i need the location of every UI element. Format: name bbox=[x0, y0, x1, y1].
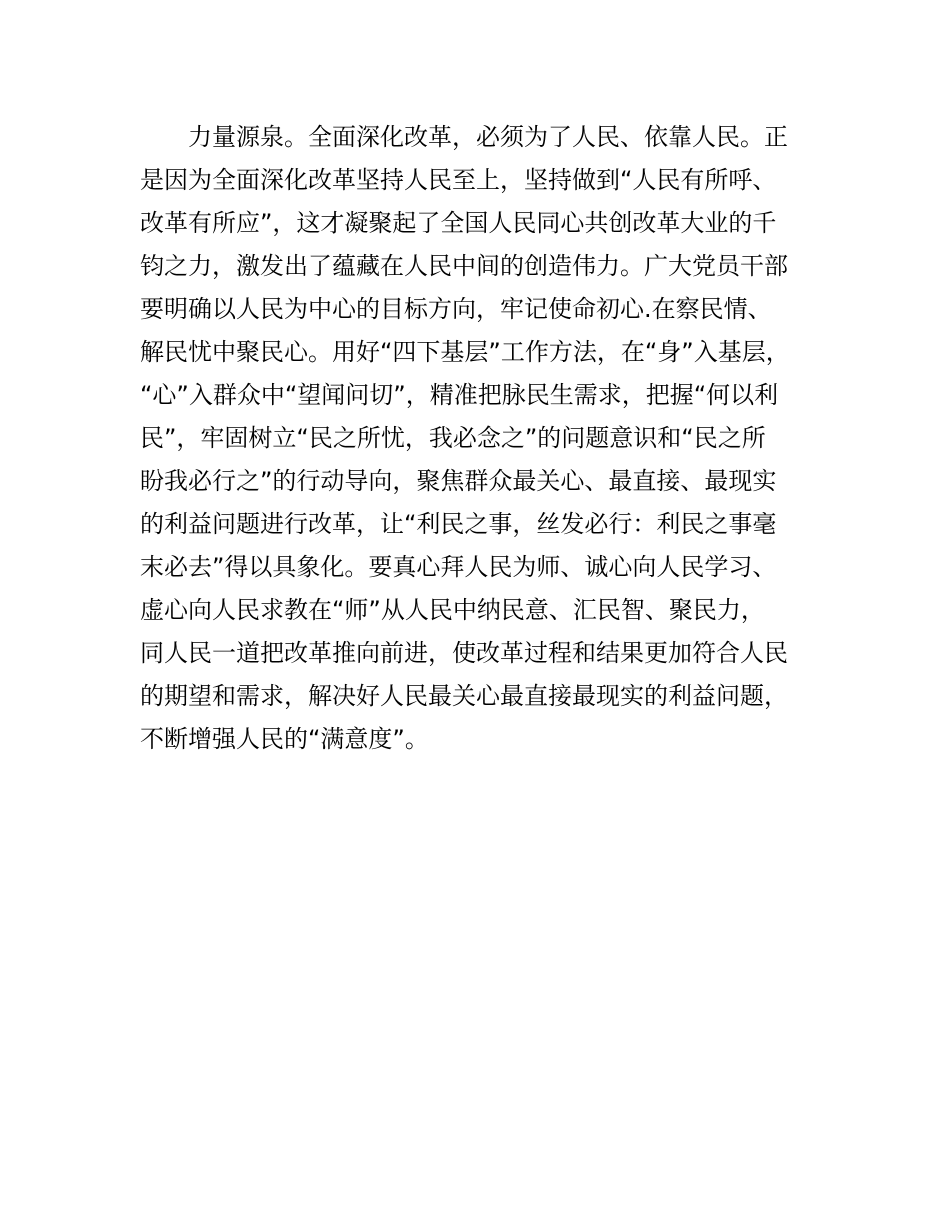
paragraph-line: 是因为全面深化改革坚持人民至上，坚持做到“人民有所呼、 bbox=[140, 166, 777, 194]
paragraph-line: 解民忧中聚民心。用好“四下基层”工作方法，在“身”入基层， bbox=[140, 338, 790, 366]
paragraph-line: “心”入群众中“望闻问切”，精准把脉民生需求，把握“何以利 bbox=[140, 381, 779, 409]
paragraph-line: 改革有所应”，这才凝聚起了全国人民同心共创改革大业的千 bbox=[140, 209, 777, 237]
paragraph-line: 钧之力，激发出了蕴藏在人民中间的创造伟力。广大党员干部 bbox=[140, 252, 788, 280]
paragraph-line: 虚心向人民求教在“师”从人民中纳民意、汇民智、聚民力， bbox=[140, 596, 765, 624]
paragraph-line: 民”，牢固树立“民之所忧，我必念之”的问题意识和“民之所 bbox=[140, 424, 766, 452]
paragraph-line: 同人民一道把改革推向前进，使改革过程和结果更加符合人民 bbox=[140, 639, 788, 667]
paragraph-line: 的利益问题进行改革，让“利民之事，丝发必行：利民之事毫 bbox=[140, 510, 777, 538]
body-paragraph bbox=[140, 116, 840, 761]
paragraph-line: 盼我必行之”的行动导向，聚焦群众最关心、最直接、最现实 bbox=[140, 467, 777, 495]
paragraph-line: 要明确以人民为中心的目标方向，牢记使命初心.在察民情、 bbox=[140, 295, 772, 323]
paragraph-line: 不断增强人民的“满意度”。 bbox=[140, 725, 429, 753]
paragraph-line: 末必去”得以具象化。要真心拜人民为师、诚心向人民学习、 bbox=[140, 553, 777, 581]
paragraph-line: 的期望和需求，解决好人民最关心最直接最现实的利益问题， bbox=[140, 682, 788, 710]
paragraph-line: 力量源泉。全面深化改革，必须为了人民、依靠人民。正 bbox=[188, 123, 788, 151]
